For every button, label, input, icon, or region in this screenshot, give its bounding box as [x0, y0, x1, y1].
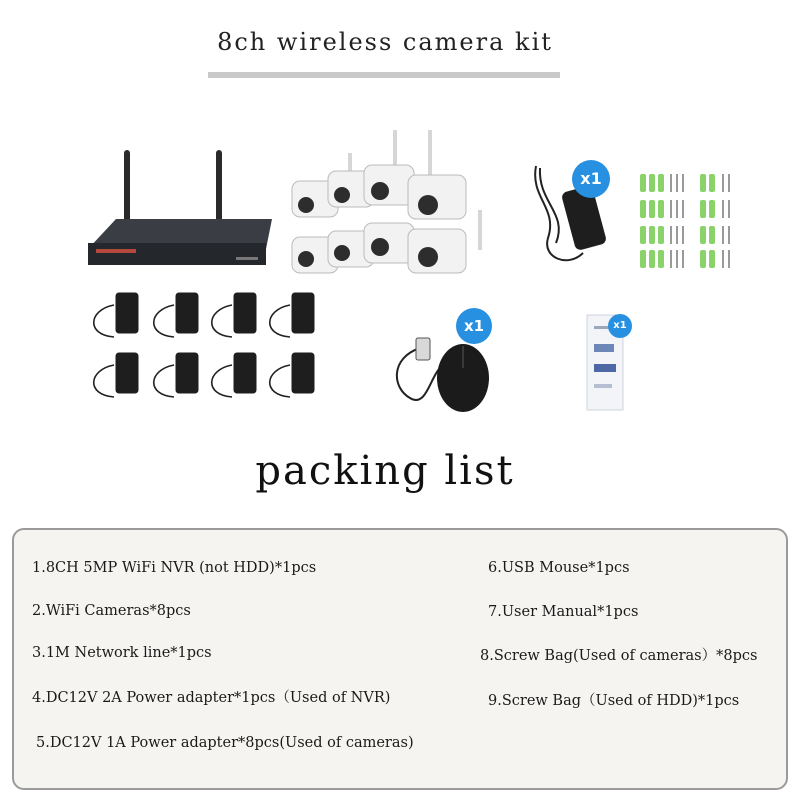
list-item-user-manual: 7.User Manual*1pcs: [488, 604, 639, 620]
manual-quantity-badge: x1: [608, 314, 632, 338]
list-item-hdd-screws: 9.Screw Bag（Used of HDD)*1pcs: [488, 693, 740, 709]
packing-list-heading: packing list: [255, 448, 515, 494]
list-item-usb-mouse: 6.USB Mouse*1pcs: [488, 560, 630, 576]
wifi-cameras-image: [288, 125, 503, 280]
page-title: 8ch wireless camera kit: [217, 28, 553, 56]
adapter-quantity-badge: x1: [572, 160, 610, 198]
screw-bags-image: [638, 170, 738, 270]
list-item-nvr-adapter: 4.DC12V 2A Power adapter*1pcs（Used of NVR): [32, 690, 391, 706]
list-item-network-line: 3.1M Network line*1pcs: [32, 645, 212, 661]
title-underline: [208, 72, 560, 78]
camera-power-adapters-image: [84, 285, 324, 410]
list-item-nvr: 1.8CH 5MP WiFi NVR (not HDD)*1pcs: [32, 560, 317, 576]
list-item-camera-adapters: 5.DC12V 1A Power adapter*8pcs(Used of cameras): [36, 735, 414, 751]
nvr-recorder-image: [86, 145, 276, 270]
list-item-cameras: 2.WiFi Cameras*8pcs: [32, 603, 191, 619]
list-item-camera-screws: 8.Screw Bag(Used of cameras）*8pcs: [480, 648, 758, 664]
mouse-quantity-badge: x1: [456, 308, 492, 344]
packing-list-panel: [12, 528, 788, 790]
